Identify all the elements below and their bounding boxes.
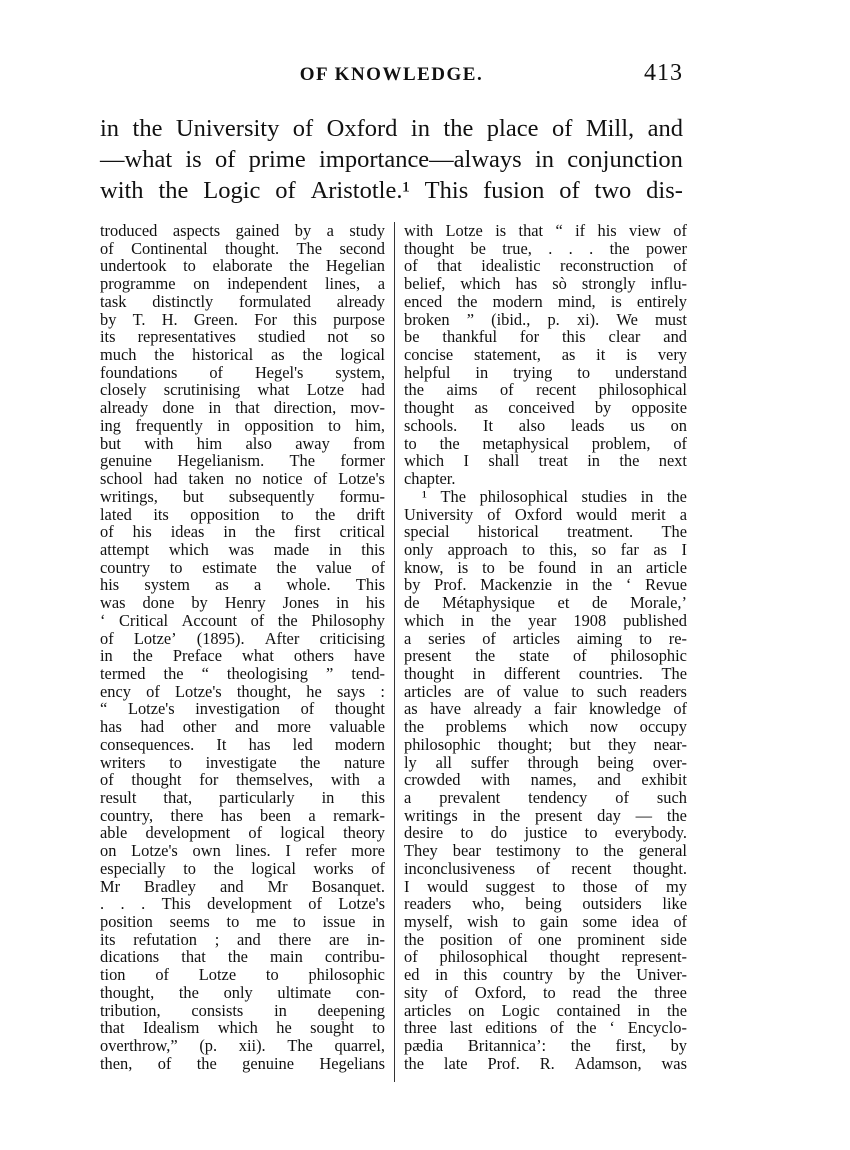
text-line: ing frequently in opposition to him, bbox=[100, 415, 385, 435]
text-line: only approach to this, so far as I bbox=[404, 539, 687, 559]
text-line: enced the modern mind, is entirely bbox=[404, 291, 687, 311]
text-line: pædia Britannica’: the first, by bbox=[404, 1036, 687, 1056]
text-line: three last editions of the ‘ Encyclo- bbox=[404, 1018, 687, 1038]
text-line: a series of articles aiming to re- bbox=[404, 628, 687, 648]
text-line: of his ideas in the first critical bbox=[100, 522, 385, 542]
text-line: writers to investigate the nature bbox=[100, 752, 385, 772]
text-line: schools. It also leads us on bbox=[404, 415, 687, 435]
text-line: readers who, being outsiders like bbox=[404, 894, 687, 914]
text-line: ‘ Critical Account of the Philosophy bbox=[100, 610, 385, 630]
text-line: position seems to me to issue in bbox=[100, 912, 385, 932]
text-line: writings, but subsequently formu- bbox=[100, 486, 385, 506]
text-line: special historical treatment. The bbox=[404, 522, 687, 542]
text-line: myself, wish to gain some idea of bbox=[404, 912, 687, 932]
text-line: . . . This development of Lotze's bbox=[100, 894, 385, 914]
text-line: ly all suffer through being over- bbox=[404, 752, 687, 772]
text-line: of that idealistic reconstruction of bbox=[404, 256, 687, 276]
text-line: know, is to be found in an article bbox=[404, 557, 687, 577]
footnote-column-left bbox=[100, 222, 385, 1073]
running-title: OF KNOWLEDGE. bbox=[299, 64, 484, 85]
text-line: the aims of recent philosophical bbox=[404, 380, 687, 400]
text-line: ency of Lotze's thought, he says : bbox=[100, 681, 385, 701]
text-line: able development of logical theory bbox=[100, 823, 385, 843]
column-divider bbox=[394, 222, 395, 1082]
text-line: of philosophical thought represent- bbox=[404, 947, 687, 967]
text-line: thought as conceived by opposite bbox=[404, 398, 687, 418]
text-line: thought be true, . . . the power bbox=[404, 238, 687, 258]
text-line: tion of Lotze to philosophic bbox=[100, 965, 385, 985]
text-line: foundations of Hegel's system, bbox=[100, 362, 385, 382]
text-line: writings in the present day — the bbox=[404, 805, 687, 825]
text-line: thought in different countries. The bbox=[404, 663, 687, 683]
text-line: genuine Hegelianism. The former bbox=[100, 451, 385, 471]
text-line: closely scrutinising what Lotze had bbox=[100, 380, 385, 400]
text-line: to the metaphysical problem, of bbox=[404, 433, 687, 453]
text-line: present the state of philosophic bbox=[404, 646, 687, 666]
text-line: its representatives studied not so bbox=[100, 327, 385, 347]
text-line: —what is of prime importance—always in conjunction bbox=[100, 146, 683, 173]
text-line: a prevalent tendency of such bbox=[404, 788, 687, 807]
text-line: result that, particularly in this bbox=[100, 788, 385, 807]
text-line: dications that the main contribu- bbox=[100, 947, 385, 967]
text-line: of Lotze’ (1895). After criticising bbox=[100, 628, 385, 648]
text-line: thought, the only ultimate con- bbox=[100, 982, 385, 1002]
text-line: lated its opposition to the drift bbox=[100, 504, 385, 524]
text-line: ¹ The philosophical studies in the bbox=[422, 486, 687, 506]
text-line: the problems which now occupy bbox=[404, 717, 687, 737]
text-line: attempt which was made in this bbox=[100, 539, 385, 559]
text-line: undertook to elaborate the Hegelian bbox=[100, 256, 385, 276]
text-line: much the historical as the logical bbox=[100, 345, 385, 365]
text-line: country to estimate the value of bbox=[100, 557, 385, 577]
text-line: termed the “ theologising ” tend- bbox=[100, 663, 385, 683]
text-line: They bear testimony to the general bbox=[404, 841, 687, 861]
text-line: be thankful for this clear and bbox=[404, 327, 687, 347]
footnote-column-right bbox=[404, 222, 687, 1073]
text-line: in the Preface what others have bbox=[100, 646, 385, 666]
text-line: on Lotze's own lines. I refer more bbox=[100, 841, 385, 861]
text-line: philosophic thought; but they near- bbox=[404, 734, 687, 754]
text-line: University of Oxford would merit a bbox=[404, 504, 687, 524]
text-line: with the Logic of Aristotle.¹ This fusion of two dis- bbox=[100, 177, 683, 204]
text-line: then, of the genuine Hegelians bbox=[100, 1053, 385, 1073]
text-line: de Métaphysique et de Morale,’ bbox=[404, 593, 687, 613]
text-line: tribution, consists in deepening bbox=[100, 1000, 385, 1020]
text-line: already done in that direction, mov- bbox=[100, 398, 385, 418]
text-line: consequences. It has led modern bbox=[100, 734, 385, 754]
text-line: that Idealism which he sought to bbox=[100, 1018, 385, 1038]
text-line: by T. H. Green. For this purpose bbox=[100, 309, 385, 329]
text-line: concise statement, as it is very bbox=[404, 345, 687, 365]
text-line: has had other and more valuable bbox=[100, 717, 385, 737]
text-line: “ Lotze's investigation of thought bbox=[100, 699, 385, 719]
text-line: crowded with names, and exhibit bbox=[404, 770, 687, 790]
text-line: but with him also away from bbox=[100, 433, 385, 453]
text-line: of thought for themselves, with a bbox=[100, 770, 385, 790]
text-line: especially to the logical works of bbox=[100, 858, 385, 878]
text-line: broken ” (ibid., p. xi). We must bbox=[404, 309, 687, 329]
text-line: helpful in trying to understand bbox=[404, 362, 687, 382]
text-line: Mr Bradley and Mr Bosanquet. bbox=[100, 876, 385, 896]
text-line: the position of one prominent side bbox=[404, 929, 687, 949]
text-line: task distinctly formulated already bbox=[100, 291, 385, 311]
text-line: sity of Oxford, to read the three bbox=[404, 982, 687, 1002]
text-line: as have already a fair knowledge of bbox=[404, 699, 687, 719]
text-line: school had taken no notice of Lotze's bbox=[100, 469, 385, 489]
text-line: of Continental thought. The second bbox=[100, 238, 385, 258]
text-line: troduced aspects gained by a study bbox=[100, 221, 385, 240]
text-line: with Lotze is that “ if his view of bbox=[404, 221, 687, 240]
page-number: 413 bbox=[644, 60, 683, 86]
text-line: his system as a whole. This bbox=[100, 575, 385, 595]
text-line: programme on independent lines, a bbox=[100, 274, 385, 294]
text-line: country, there has been a remark- bbox=[100, 805, 385, 825]
text-line: by Prof. Mackenzie in the ‘ Revue bbox=[404, 575, 687, 595]
text-line: belief, which has sò strongly influ- bbox=[404, 274, 687, 294]
text-line: ed in this country by the Univer- bbox=[404, 965, 687, 985]
text-line: inconclusiveness of recent thought. bbox=[404, 858, 687, 878]
text-line: the late Prof. R. Adamson, was bbox=[404, 1053, 687, 1073]
main-text bbox=[100, 113, 683, 206]
text-line: overthrow,” (p. xii). The quarrel, bbox=[100, 1036, 385, 1056]
text-line: was done by Henry Jones in his bbox=[100, 593, 385, 613]
text-line: which I shall treat in the next bbox=[404, 451, 687, 471]
text-line: articles on Logic contained in the bbox=[404, 1000, 687, 1020]
text-line: its refutation ; and there are in- bbox=[100, 929, 385, 949]
text-line: articles are of value to such readers bbox=[404, 681, 687, 701]
text-line: I would suggest to those of my bbox=[404, 876, 687, 896]
text-line: which in the year 1908 published bbox=[404, 610, 687, 630]
text-line: desire to do justice to everybody. bbox=[404, 823, 687, 843]
text-line: in the University of Oxford in the place of Mill, and bbox=[100, 115, 683, 142]
text-line: chapter. bbox=[404, 469, 456, 489]
running-head bbox=[100, 60, 683, 90]
